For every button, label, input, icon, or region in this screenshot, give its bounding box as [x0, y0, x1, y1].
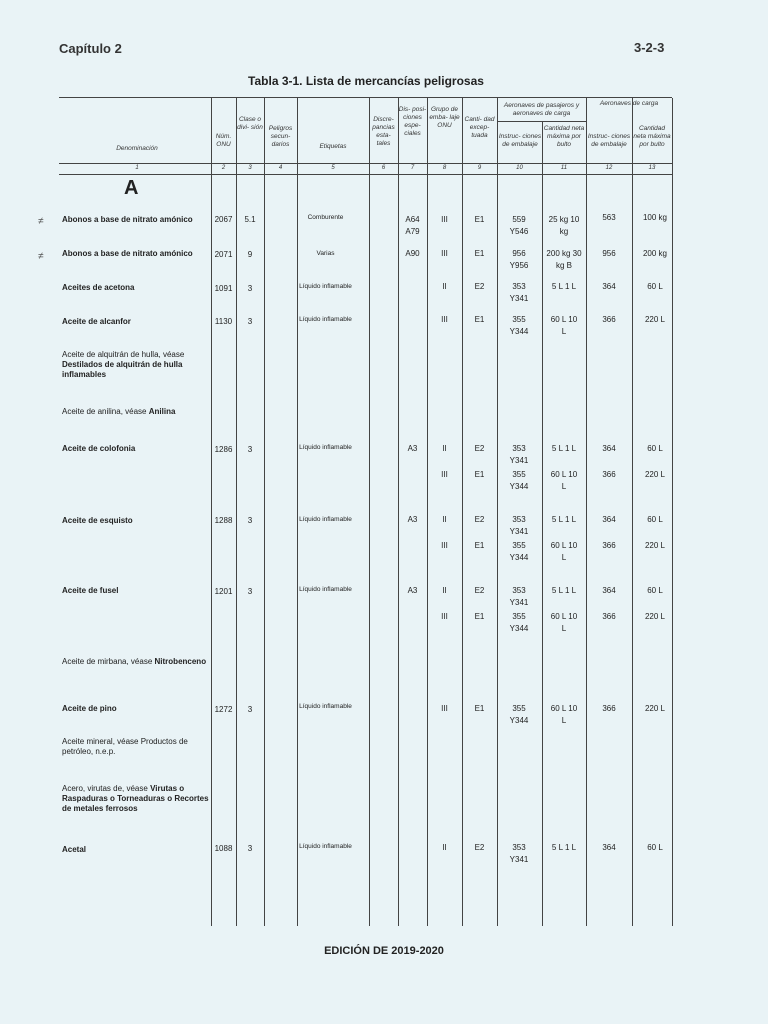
row-name: Abonos a base de nitrato amónico [62, 249, 193, 258]
row-cargo-max-qty: 220 L [644, 315, 666, 324]
row-name: Abonos a base de nitrato amónico [62, 215, 193, 224]
row-pax-instructions: 355 Y344 [509, 612, 529, 633]
change-mark: ≠ [38, 216, 44, 227]
row-label: Líquido inflamable [299, 586, 352, 593]
header-clase: Clase o divi- sión [237, 116, 263, 131]
row-special-provisions: A64 A79 [405, 215, 420, 236]
row-packing-group: III [441, 470, 448, 479]
row-pax-instructions: 956 Y956 [509, 249, 529, 270]
row-un-number: 1130 [214, 317, 233, 326]
row-name: Acetal [62, 845, 87, 854]
row-class: 3 [247, 844, 253, 853]
row-pax-max-qty: 60 L 10 L [550, 612, 578, 633]
row-pax-max-qty: 5 L 1 L [551, 282, 577, 291]
grid-vline [398, 98, 399, 926]
row-excepted-qty: E2 [474, 586, 485, 595]
reference-target: Destilados de alquitrán de hulla inflamables [62, 360, 183, 379]
row-name: Aceite de alcanfor [62, 317, 131, 326]
row-class: 3 [247, 587, 253, 596]
section-letter: A [124, 177, 139, 199]
edition-footer: EDICIÓN DE 2019-2020 [324, 945, 444, 957]
row-pax-instructions: 353 Y341 [509, 444, 529, 465]
row-label: Líquido inflamable [299, 316, 352, 323]
row-cargo-instructions: 364 [602, 586, 616, 595]
colnum-6: 6 [381, 165, 386, 171]
row-pax-instructions: 353 Y341 [509, 586, 529, 607]
colnum-12: 12 [605, 165, 613, 171]
row-packing-group: III [441, 215, 448, 224]
header-cant-carga: Cantidad neta máxima por bulto [633, 125, 671, 148]
row-name: Aceite de esquisto [62, 516, 133, 525]
row-excepted-qty: E2 [474, 843, 485, 852]
grid-colnum-line [59, 174, 672, 175]
row-class: 3 [247, 705, 253, 714]
row-packing-group: III [441, 612, 448, 621]
row-packing-group: III [441, 315, 448, 324]
row-name: Aceite de pino [62, 704, 117, 713]
row-cargo-max-qty: 60 L [647, 282, 663, 291]
row-class: 3 [247, 284, 253, 293]
row-cargo-instructions: 364 [602, 444, 616, 453]
reference-prefix: Acero, virutas de, véase [62, 784, 148, 793]
row-excepted-qty: E1 [474, 215, 485, 224]
row-packing-group: II [442, 282, 447, 291]
row-pax-instructions: 355 Y344 [509, 541, 529, 562]
row-label: Líquido inflamable [299, 843, 352, 850]
grid-vline [369, 98, 370, 926]
colnum-4: 4 [278, 165, 283, 171]
colnum-11: 11 [560, 165, 568, 171]
row-cargo-instructions: 366 [602, 315, 616, 324]
row-name: Aceite de fusel [62, 586, 119, 595]
row-pax-max-qty: 60 L 10 L [550, 704, 578, 725]
header-cant-pas: Cantidad neta máxima por bulto [543, 125, 585, 148]
colnum-9: 9 [477, 165, 482, 171]
row-packing-group: III [441, 249, 448, 258]
row-cargo-max-qty: 100 kg [642, 213, 668, 222]
row-excepted-qty: E1 [474, 612, 485, 621]
header-grupo: Grupo de emba- laje ONU [429, 106, 460, 129]
row-pax-max-qty: 5 L 1 L [551, 586, 577, 595]
row-excepted-qty: E1 [474, 315, 485, 324]
row-pax-max-qty: 60 L 10 L [550, 315, 578, 336]
row-name-reference [62, 407, 212, 417]
table-title-text: Tabla 3-1. Lista de mercancías peligrosas [248, 74, 484, 88]
row-pax-instructions: 353 Y341 [509, 843, 529, 864]
row-pax-instructions: 355 Y344 [509, 470, 529, 491]
row-pax-instructions: 353 Y341 [509, 515, 529, 536]
colnum-13: 13 [648, 165, 656, 171]
colnum-10: 10 [516, 165, 523, 171]
row-cargo-instructions: 364 [602, 515, 616, 524]
row-excepted-qty: E1 [474, 470, 485, 479]
colnum-3: 3 [248, 165, 252, 171]
row-packing-group: III [441, 541, 448, 550]
row-special-provisions: A3 [407, 515, 418, 524]
row-cargo-max-qty: 220 L [644, 612, 666, 621]
row-special-provisions: A90 [405, 249, 420, 258]
row-cargo-instructions: 956 [602, 249, 616, 258]
row-cargo-instructions: 366 [602, 541, 616, 550]
row-pax-max-qty: 5 L 1 L [551, 444, 577, 453]
reference-prefix: Aceite mineral, véase Productos de petróleo, n.e.p. [62, 737, 188, 756]
row-un-number: 1088 [214, 844, 233, 853]
row-special-provisions: A3 [407, 444, 418, 453]
header-cantidad: Canti- dad excep- tuada [464, 116, 495, 139]
colnum-1: 1 [135, 165, 139, 171]
colnum-2: 2 [221, 165, 226, 171]
row-cargo-max-qty: 60 L [647, 843, 663, 852]
row-name-reference [62, 737, 212, 757]
row-cargo-max-qty: 60 L [647, 515, 663, 524]
row-label: Líquido inflamable [299, 516, 352, 523]
row-class: 5.1 [244, 215, 256, 224]
row-excepted-qty: E1 [474, 541, 485, 550]
row-excepted-qty: E2 [474, 444, 485, 453]
row-excepted-qty: E2 [474, 282, 485, 291]
row-pax-instructions: 353 Y341 [509, 282, 529, 303]
row-class: 3 [247, 445, 253, 454]
row-pax-max-qty: 5 L 1 L [551, 843, 577, 852]
row-label: Varias [316, 250, 335, 257]
row-name-reference [62, 657, 212, 667]
header-num-onu: Núm. ONU [215, 133, 232, 148]
row-pax-instructions: 559 Y546 [509, 215, 529, 236]
row-un-number: 1272 [214, 705, 233, 714]
header-instr-pas: Instruc- ciones de embalaje [498, 133, 542, 148]
grid-vline [497, 98, 498, 926]
row-class: 3 [247, 317, 253, 326]
reference-target: Anilina [148, 407, 176, 416]
row-label: Líquido inflamable [299, 283, 352, 290]
row-un-number: 1201 [214, 587, 233, 596]
row-cargo-max-qty: 60 L [647, 444, 663, 453]
row-cargo-instructions: 366 [602, 612, 616, 621]
row-excepted-qty: E1 [474, 249, 485, 258]
row-cargo-instructions: 364 [602, 843, 616, 852]
row-label: Líquido inflamable [299, 444, 352, 451]
row-pax-max-qty: 5 L 1 L [551, 515, 577, 524]
row-label: Comburente [307, 214, 344, 221]
row-cargo-instructions: 366 [602, 704, 616, 713]
row-pax-max-qty: 25 kg 10 kg [548, 215, 580, 236]
change-mark: ≠ [38, 251, 44, 262]
row-name-reference [62, 784, 212, 814]
header-instr-carga: Instruc- ciones de embalaje [587, 133, 631, 148]
reference-prefix: Aceite de mirbana, véase [62, 657, 153, 666]
page-number: 3-2-3 [634, 40, 665, 55]
row-pax-max-qty: 60 L 10 L [550, 470, 578, 491]
row-cargo-max-qty: 220 L [644, 470, 666, 479]
header-discrepancias: Discre- pancias esta- tales [372, 116, 395, 147]
row-cargo-max-qty: 220 L [644, 541, 666, 550]
row-excepted-qty: E2 [474, 515, 485, 524]
table-title [0, 74, 768, 88]
row-packing-group: II [442, 515, 447, 524]
row-pax-max-qty: 60 L 10 L [550, 541, 578, 562]
header-carga-group: Aeronaves de carga [599, 100, 659, 107]
grid-vline [264, 98, 265, 926]
row-cargo-instructions: 366 [602, 470, 616, 479]
row-name: Aceite de colofonia [62, 444, 136, 453]
header-pasajeros-group: Aeronaves de pasajeros y aeronaves de carga [503, 102, 580, 117]
header-denominacion: Denominación [116, 145, 158, 152]
reference-prefix: Aceite de anilina, véase [62, 407, 147, 416]
row-cargo-max-qty: 220 L [644, 704, 666, 713]
row-pax-max-qty: 200 kg 30 kg B [546, 249, 582, 270]
header-etiquetas: Etiquetas [319, 143, 347, 150]
colnum-7: 7 [410, 165, 415, 171]
reference-prefix: Aceite de alquitrán de hulla, véase [62, 350, 185, 359]
row-name: Aceites de acetona [62, 283, 135, 292]
row-class: 9 [247, 250, 253, 259]
colnum-8: 8 [442, 165, 447, 171]
grid-top-line [59, 97, 672, 98]
row-packing-group: II [442, 444, 447, 453]
row-un-number: 1288 [214, 516, 233, 525]
row-packing-group: II [442, 586, 447, 595]
row-packing-group: III [441, 704, 448, 713]
row-label: Líquido inflamable [299, 703, 352, 710]
row-un-number: 1286 [214, 445, 233, 454]
colnum-5: 5 [331, 165, 335, 171]
row-class: 3 [247, 516, 253, 525]
header-peligros: Peligros secun- darios [268, 125, 293, 148]
row-cargo-max-qty: 200 kg [642, 249, 668, 258]
row-name-reference [62, 350, 212, 380]
grid-header-line [59, 163, 672, 164]
row-un-number: 1091 [214, 284, 233, 293]
header-disposiciones: Dis- posi- ciones espe- ciales [398, 106, 427, 137]
reference-target: Nitrobenceno [154, 657, 207, 666]
chapter-label: Capítulo 2 [59, 41, 122, 56]
row-un-number: 2071 [214, 250, 233, 259]
row-excepted-qty: E1 [474, 704, 485, 713]
row-pax-instructions: 355 Y344 [509, 315, 529, 336]
row-cargo-instructions: 563 [602, 213, 616, 222]
row-cargo-instructions: 364 [602, 282, 616, 291]
row-packing-group: II [442, 843, 447, 852]
row-un-number: 2067 [214, 215, 233, 224]
reference-target: Virutas o Raspaduras o Torneaduras o Recortes de metales ferrosos [62, 784, 209, 813]
row-special-provisions: A3 [407, 586, 418, 595]
row-cargo-max-qty: 60 L [647, 586, 663, 595]
row-pax-instructions: 355 Y344 [509, 704, 529, 725]
grid-vline [542, 122, 543, 926]
